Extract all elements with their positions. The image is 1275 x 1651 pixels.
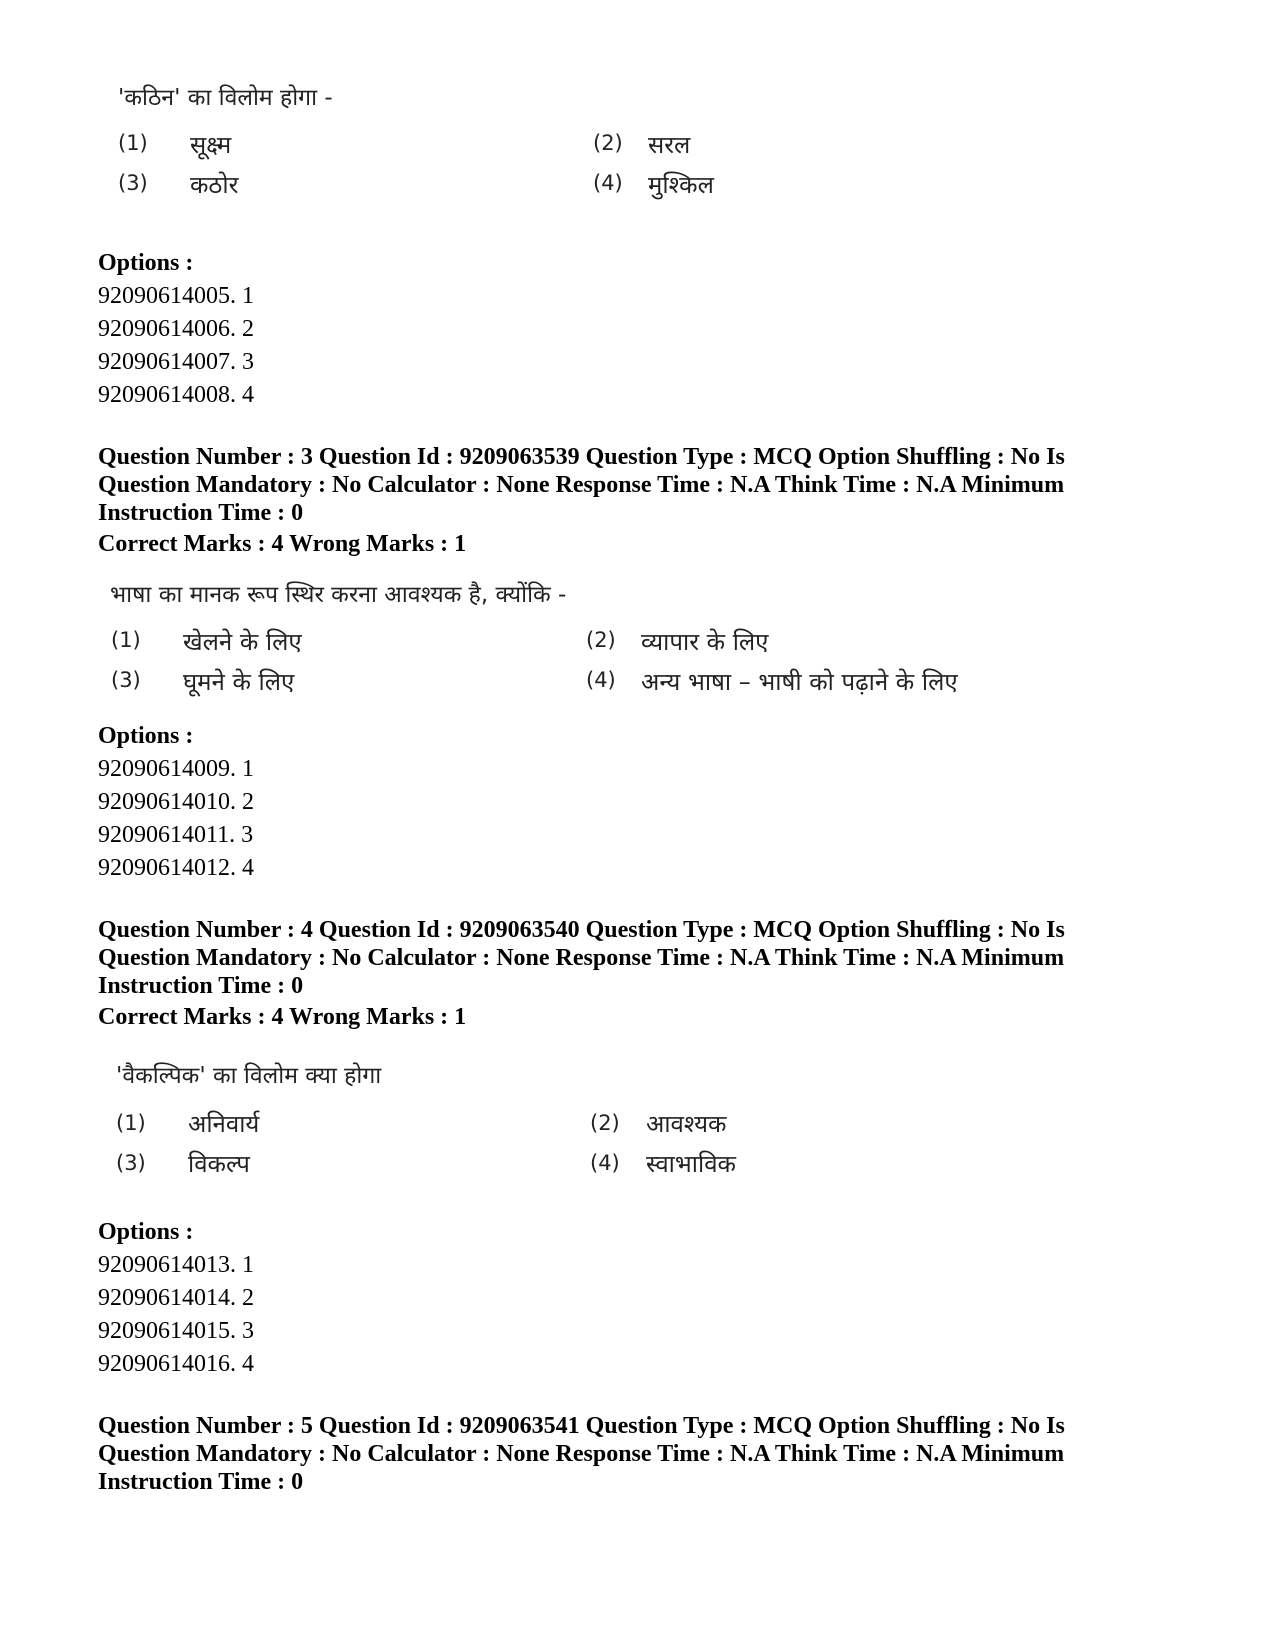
option-id: 92090614008. 4 (98, 382, 254, 408)
question-5-meta (98, 1412, 1158, 1496)
choice-number: (1) (116, 1111, 146, 1135)
meta-line: Instruction Time : 0 (98, 1469, 304, 1495)
choice-text: अन्य भाषा – भाषी को पढ़ाने के लिए (641, 668, 958, 696)
option-id: 92090614007. 3 (98, 349, 254, 375)
options-label: Options : (98, 1219, 194, 1245)
choice-number: (1) (111, 628, 141, 652)
meta-line: Question Number : 5 Question Id : 9209063541 Question Type : MCQ Option Shuffling : No Is (98, 1413, 1065, 1439)
choice-text: घूमने के लिए (183, 668, 295, 696)
option-id: 92090614014. 2 (98, 1285, 254, 1311)
question-2-text: 'कठिन' का विलोम होगा - (118, 85, 333, 111)
meta-line: Question Mandatory : No Calculator : None Response Time : N.A Think Time : N.A Minimum (98, 472, 1065, 498)
meta-line: Question Number : 4 Question Id : 9209063540 Question Type : MCQ Option Shuffling : No Is (98, 917, 1065, 943)
choice-text: व्यापार के लिए (641, 628, 769, 656)
option-id: 92090614011. 3 (98, 822, 254, 848)
choice-text: खेलने के लिए (183, 628, 302, 656)
option-id: 92090614013. 1 (98, 1252, 254, 1278)
choice-number: (2) (593, 131, 623, 155)
options-label: Options : (98, 723, 194, 749)
question-4-text: 'वैकल्पिक' का विलोम क्या होगा (116, 1063, 382, 1089)
meta-line: Question Mandatory : No Calculator : None Response Time : N.A Think Time : N.A Minimum (98, 1441, 1065, 1467)
choice-text: अनिवार्य (188, 1110, 260, 1138)
choice-text: सूक्ष्म (190, 131, 232, 159)
choice-text: मुश्किल (648, 171, 714, 199)
option-id: 92090614015. 3 (98, 1318, 254, 1344)
meta-line: Question Mandatory : No Calculator : None Response Time : N.A Think Time : N.A Minimum (98, 945, 1065, 971)
option-id: 92090614005. 1 (98, 283, 254, 309)
choice-number: (4) (586, 668, 616, 692)
question-3-text: भाषा का मानक रूप स्थिर करना आवश्यक है, क्योंकि - (110, 582, 567, 608)
choice-number: (1) (118, 131, 148, 155)
choice-number: (3) (116, 1151, 146, 1175)
choice-number: (2) (590, 1111, 620, 1135)
choice-text: आवश्यक (646, 1110, 727, 1138)
options-label: Options : (98, 250, 194, 276)
choice-text: स्वाभाविक (646, 1150, 736, 1178)
option-id: 92090614009. 1 (98, 756, 254, 782)
choice-number: (2) (586, 628, 616, 652)
meta-line: Instruction Time : 0 (98, 500, 304, 526)
meta-line: Instruction Time : 0 (98, 973, 304, 999)
option-id: 92090614010. 2 (98, 789, 254, 815)
question-3-meta (98, 443, 1158, 527)
choice-number: (4) (593, 171, 623, 195)
meta-line: Question Number : 3 Question Id : 9209063539 Question Type : MCQ Option Shuffling : No Is (98, 444, 1065, 470)
choice-number: (3) (118, 171, 148, 195)
option-id: 92090614012. 4 (98, 855, 254, 881)
option-id: 92090614006. 2 (98, 316, 254, 342)
choice-text: कठोर (190, 171, 239, 199)
question-3-marks: Correct Marks : 4 Wrong Marks : 1 (98, 531, 467, 557)
choice-number: (4) (590, 1151, 620, 1175)
choice-text: विकल्प (188, 1150, 250, 1178)
option-id: 92090614016. 4 (98, 1351, 254, 1377)
choice-text: सरल (648, 131, 691, 159)
question-4-marks: Correct Marks : 4 Wrong Marks : 1 (98, 1004, 467, 1030)
choice-number: (3) (111, 668, 141, 692)
question-4-meta (98, 916, 1158, 1000)
